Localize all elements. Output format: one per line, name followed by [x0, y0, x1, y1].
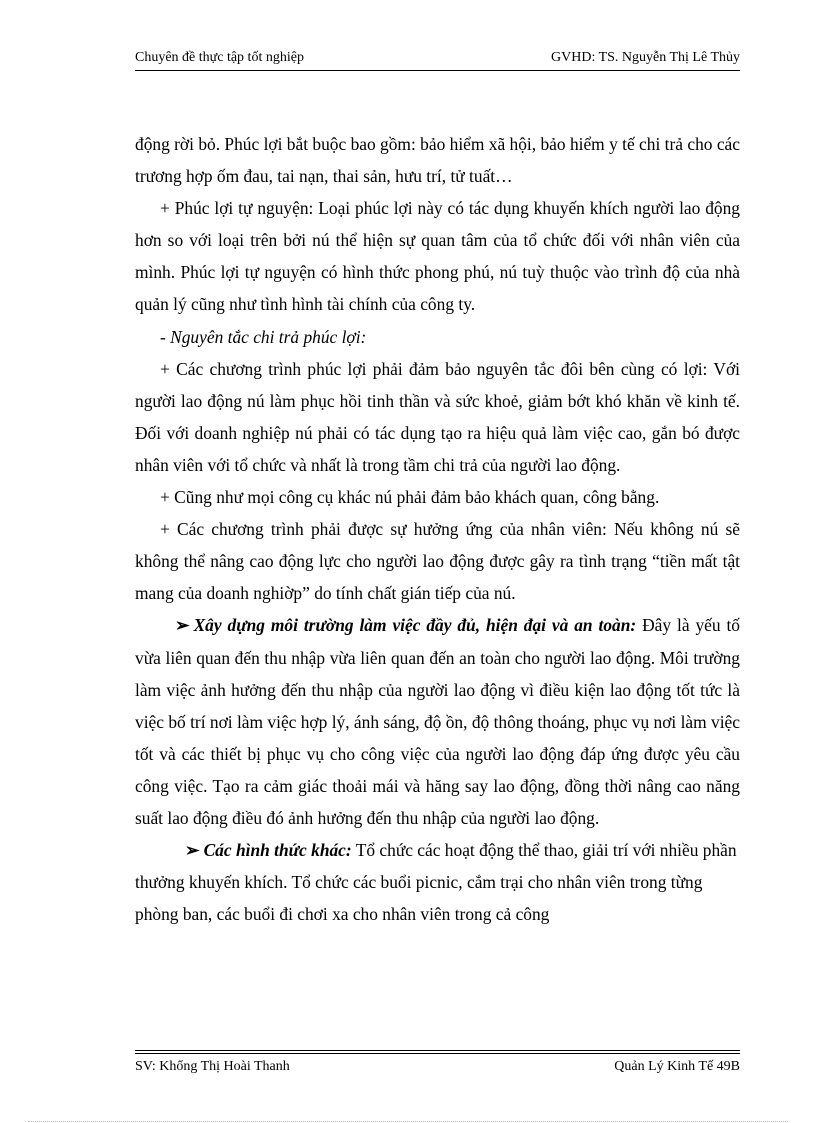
paragraph-work-environment [135, 609, 740, 834]
work-environment-heading: Xây dựng môi trường làm việc đầy đủ, hiện đại và an toàn: [193, 615, 637, 636]
footer-rule-bottom [135, 1053, 740, 1054]
paragraph-other-forms [135, 834, 740, 930]
page-header [135, 50, 740, 72]
other-forms-text: Tổ chức các hoạt động thể thao, giải trí với nhiều phần thưởng khuyến khích. Tổ chức các buổi picnic, cắm trại cho nhân viên trong từng phòng ban, các buổi đi chơi xa cho nhân viên trong cả công [135, 840, 737, 925]
other-forms-heading: Các hình thức khác: [203, 840, 352, 861]
header-title: Chuyên đề thực tập tốt nghiệp [135, 50, 304, 65]
footer-student: SV: Khổng Thị Hoài Thanh [135, 1059, 290, 1074]
document-body [135, 128, 740, 930]
footer-rule-top [135, 1050, 740, 1051]
paragraph-welfare-principle-mutual-benefit: + Các chương trình phúc lợi phải đảm bảo nguyên tắc đôi bên cùng có lợi: Với người lao động nú làm phục hồi tinh thần và sức khoẻ, giảm bớt khó khăn về kinh tế. Đối với doanh nghiệp nú phải có tác dụng tạo ra hiệu quả làm việc cao, gắn bó được nhân viên với tổ chức và nhất là trong tầm chi trả của người lao động. [135, 358, 740, 475]
paragraph-voluntary-welfare: + Phúc lợi tự nguyện: Loại phúc lợi này có tác dụng khuyến khích người lao động hơn so với loại trên bởi nú thể hiện sự quan tâm của tổ chức đối với nhân viên của mình. Phúc lợi tự nguyện có hình thức phong phú, nú tuỳ thuộc vào trình độ của nhà quản lý cũng như tình hình tài chính của công ty. [135, 198, 740, 315]
arrow-bullet-icon: ➢ [175, 615, 190, 636]
header-rule [135, 70, 740, 71]
arrow-bullet-icon: ➢ [185, 840, 200, 861]
paragraph-welfare-principle-employee-response: + Các chương trình phải được sự hưởng ứng của nhân viên: Nếu không nú sẽ không thể nâng cao động lực cho người lao động được gây ra tình trạng “tiền mất tật mang của doanh nghiờp” do tính chất gián tiếp của nú. [135, 519, 740, 604]
work-environment-text: Đây là yếu tố vừa liên quan đến thu nhập vừa liên quan đến an toàn cho người lao động. Môi trường làm việc ảnh hưởng đến thu nhập của người lao động vì điều kiện lao động tốt tức là việc bố trí nơi làm việc hợp lý, ánh sáng, độ ồn, độ thông thoáng, phục vụ nơi làm việc tốt và các thiết bị phục vụ cho công việc của người lao động đáp ứng được yêu cầu công việc. Tạo ra cảm giác thoải mái và hăng say lao động, đồng thời nâng cao năng suất lao động điều đó ảnh hưởng đến thu nhập của người lao động. [135, 615, 740, 828]
header-supervisor: GVHD: TS. Nguyễn Thị Lê Thủy [551, 50, 740, 65]
page-bottom-dotted-line [28, 1121, 788, 1122]
paragraph-mandatory-welfare: động rời bỏ. Phúc lợi bắt buộc bao gồm: bảo hiểm xã hội, bảo hiểm y tế chi trả cho các trương hợp ốm đau, tai nạn, thai sản, hưu trí, tử tuất… [135, 134, 740, 187]
paragraph-welfare-principle-fairness: + Cũng như mọi công cụ khác nú phải đảm bảo khách quan, công bằng. [160, 487, 660, 508]
page-footer [135, 1050, 740, 1080]
paragraph-welfare-principles-heading: - Nguyên tắc chi trả phúc lợi: [160, 326, 367, 347]
footer-class: Quản Lý Kinh Tế 49B [614, 1059, 740, 1074]
